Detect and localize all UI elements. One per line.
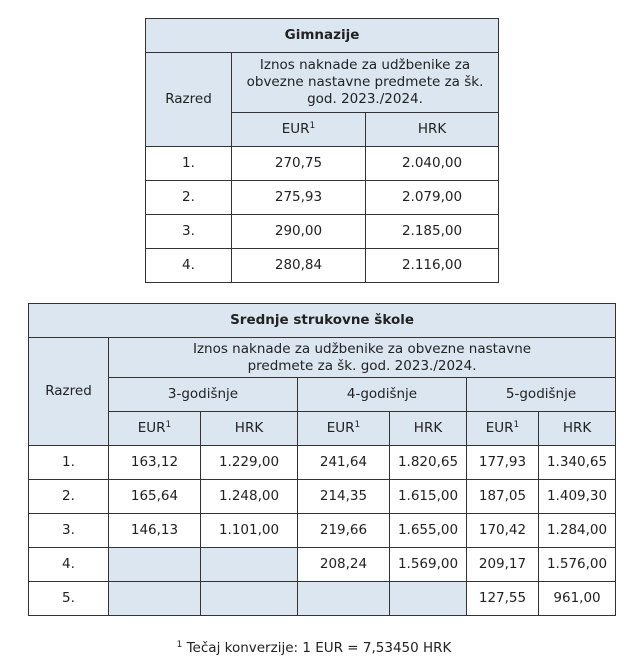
amount-header: Iznos naknade za udžbenike za obvezne nastavne predmete za šk. god. 2023./2024. [232, 53, 499, 113]
group-header-5: 5-godišnje [467, 378, 616, 412]
g4-eur-cell: 208,24 [298, 548, 390, 582]
g4-eur-cell: 214,35 [298, 480, 390, 514]
razred-cell: 2. [146, 181, 232, 215]
g3-eur-cell [109, 548, 201, 582]
g3-hrk-cell: 1.101,00 [201, 514, 298, 548]
g4-hrk-cell [390, 582, 467, 616]
razred-header: Razred [29, 338, 109, 446]
hrk-header: HRK [390, 412, 467, 446]
eur-header: EUR$^1$ [467, 412, 539, 446]
gimnazije-rows [146, 147, 499, 283]
razred-cell: 4. [146, 249, 232, 283]
eur-cell: 275,93 [232, 181, 366, 215]
hrk-header: HRK [201, 412, 298, 446]
g3-eur-cell: 146,13 [109, 514, 201, 548]
g5-eur-cell: 209,17 [467, 548, 539, 582]
table-row [146, 249, 499, 283]
g5-hrk-cell: 961,00 [539, 582, 616, 616]
strukovne-table [28, 303, 616, 616]
hrk-header: HRK [366, 113, 499, 147]
razred-cell: 3. [29, 514, 109, 548]
table-row [29, 582, 616, 616]
hrk-cell: 2.040,00 [366, 147, 499, 181]
table-row [29, 446, 616, 480]
amount-header: Iznos naknade za udžbenike za obvezne nastavne predmete za šk. god. 2023./2024. [109, 338, 616, 378]
razred-cell: 2. [29, 480, 109, 514]
eur-cell: 280,84 [232, 249, 366, 283]
group-header-3: 3-godišnje [109, 378, 298, 412]
hrk-cell: 2.116,00 [366, 249, 499, 283]
g4-hrk-cell: 1.615,00 [390, 480, 467, 514]
strukovne-title: Srednje strukovne škole [29, 304, 616, 338]
eur-header: EUR$^1$ [109, 412, 201, 446]
group-header-4: 4-godišnje [298, 378, 467, 412]
gimnazije-table [145, 18, 499, 283]
table-row [29, 480, 616, 514]
razred-header: Razred [146, 53, 232, 147]
g3-hrk-cell [201, 548, 298, 582]
razred-cell: 3. [146, 215, 232, 249]
table-row [29, 514, 616, 548]
table-row [146, 215, 499, 249]
g5-eur-cell: 127,55 [467, 582, 539, 616]
eur-header: EUR$^1$ [298, 412, 390, 446]
hrk-header: HRK [539, 412, 616, 446]
g3-hrk-cell: 1.248,00 [201, 480, 298, 514]
table-row [146, 147, 499, 181]
eur-cell: 290,00 [232, 215, 366, 249]
g5-hrk-cell: 1.409,30 [539, 480, 616, 514]
footnote-marker: 1 [176, 640, 183, 650]
g4-eur-cell [298, 582, 390, 616]
strukovne-rows [29, 446, 616, 616]
hrk-cell: 2.185,00 [366, 215, 499, 249]
razred-cell: 1. [146, 147, 232, 181]
g3-eur-cell [109, 582, 201, 616]
g4-hrk-cell: 1.820,65 [390, 446, 467, 480]
g5-eur-cell: 177,93 [467, 446, 539, 480]
table-row [146, 181, 499, 215]
footnote [0, 640, 628, 656]
g4-hrk-cell: 1.569,00 [390, 548, 467, 582]
g5-eur-cell: 187,05 [467, 480, 539, 514]
g3-hrk-cell: 1.229,00 [201, 446, 298, 480]
g5-hrk-cell: 1.284,00 [539, 514, 616, 548]
razred-cell: 5. [29, 582, 109, 616]
gimnazije-title: Gimnazije [146, 19, 499, 53]
g5-hrk-cell: 1.340,65 [539, 446, 616, 480]
g3-hrk-cell [201, 582, 298, 616]
eur-cell: 270,75 [232, 147, 366, 181]
footnote-text: Tečaj konverzije: 1 EUR = 7,53450 HRK [186, 640, 452, 656]
g5-eur-cell: 170,42 [467, 514, 539, 548]
g4-eur-cell: 219,66 [298, 514, 390, 548]
g4-eur-cell: 241,64 [298, 446, 390, 480]
g3-eur-cell: 163,12 [109, 446, 201, 480]
hrk-cell: 2.079,00 [366, 181, 499, 215]
table-row [29, 548, 616, 582]
razred-cell: 1. [29, 446, 109, 480]
razred-cell: 4. [29, 548, 109, 582]
g4-hrk-cell: 1.655,00 [390, 514, 467, 548]
eur-header: EUR$^1$ [232, 113, 366, 147]
g5-hrk-cell: 1.576,00 [539, 548, 616, 582]
g3-eur-cell: 165,64 [109, 480, 201, 514]
